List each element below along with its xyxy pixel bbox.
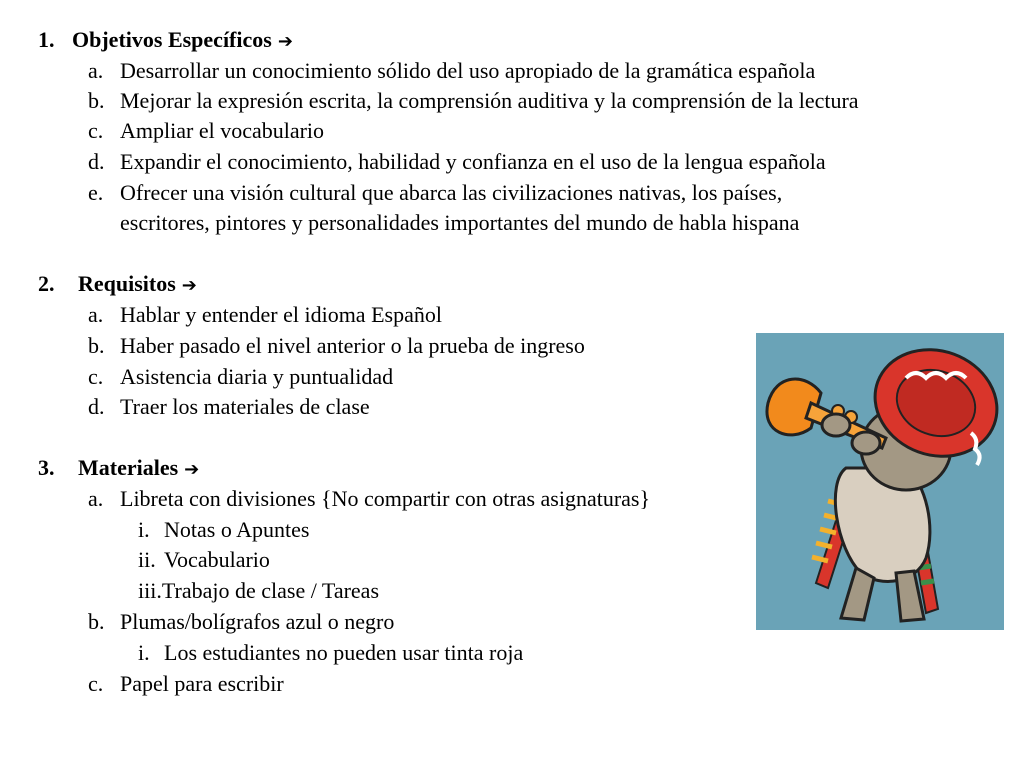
sub-list-item: [138, 547, 270, 573]
list-marker: c.: [88, 671, 104, 696]
list-item-text: Papel para escribir: [120, 671, 284, 696]
list-marker: i.: [138, 640, 150, 665]
list-item: [88, 58, 816, 84]
sub-list-item: [138, 517, 310, 543]
list-item: [88, 671, 284, 697]
list-marker: ii.: [138, 547, 156, 572]
list-item-text: Mejorar la expresión escrita, la comprensión auditiva y la comprensión de la lectura: [120, 88, 859, 113]
list-marker: c.: [88, 118, 104, 143]
section-3-heading: [38, 455, 199, 483]
mariachi-trumpet-character-icon: [756, 333, 1004, 630]
list-marker: iii.: [138, 578, 162, 603]
list-item-text: Hablar y entender el idioma Español: [120, 302, 442, 327]
list-item: [88, 149, 826, 175]
list-item: [88, 333, 585, 359]
list-item: [88, 394, 370, 420]
list-marker: b.: [88, 333, 105, 358]
list-item-text: Desarrollar un conocimiento sólido del uso apropiado de la gramática española: [120, 58, 816, 83]
mariachi-trumpet-picture: [756, 333, 1004, 630]
list-item-text: Haber pasado el nivel anterior o la prueba de ingreso: [120, 333, 585, 358]
right-arrow-icon: ➔: [277, 31, 293, 52]
list-item: [88, 364, 394, 390]
right-arrow-icon: ➔: [184, 459, 200, 480]
list-item-text: Los estudiantes no pueden usar tinta roja: [164, 640, 524, 665]
sub-list-item: [138, 640, 524, 666]
right-arrow-icon: ➔: [181, 275, 197, 296]
section-2-heading: [38, 271, 197, 299]
list-item-text: Vocabulario: [164, 547, 270, 572]
section-number: 2.: [38, 271, 55, 296]
section-1-heading: [38, 27, 293, 55]
list-item-text: Notas o Apuntes: [164, 517, 310, 542]
list-marker: a.: [88, 486, 104, 511]
list-item-text: Ampliar el vocabulario: [120, 118, 325, 143]
section-title: Objetivos Específicos: [72, 27, 272, 52]
list-item-text: Plumas/bolígrafos azul o negro: [120, 609, 395, 634]
sub-list-item: [138, 578, 379, 604]
list-item: [88, 302, 442, 328]
list-item-text: Libreta con divisiones {No compartir con otras asignaturas}: [120, 486, 651, 511]
section-title: Materiales: [78, 455, 179, 480]
list-marker: c.: [88, 364, 104, 389]
section-number: 1.: [38, 27, 55, 52]
list-item: [88, 609, 395, 635]
list-marker: a.: [88, 302, 104, 327]
list-item: [88, 486, 651, 512]
list-marker: d.: [88, 149, 105, 174]
list-marker: d.: [88, 394, 105, 419]
list-item-text: Trabajo de clase / Tareas: [161, 578, 380, 603]
section-number: 3.: [38, 455, 55, 480]
list-item-text: Ofrecer una visión cultural que abarca las civilizaciones nativas, los países,: [120, 180, 783, 205]
list-item-text: Expandir el conocimiento, habilidad y confianza en el uso de la lengua española: [120, 149, 826, 174]
list-marker: b.: [88, 88, 105, 113]
list-marker: b.: [88, 609, 105, 634]
list-item-continuation: [120, 210, 799, 236]
list-item: [88, 180, 783, 206]
list-marker: a.: [88, 58, 104, 83]
list-item: [88, 118, 325, 144]
list-item-text: Traer los materiales de clase: [120, 394, 370, 419]
list-item-text: escritores, pintores y personalidades importantes del mundo de habla hispana: [120, 210, 800, 235]
list-item-text: Asistencia diaria y puntualidad: [120, 364, 394, 389]
list-marker: i.: [138, 517, 150, 542]
list-marker: e.: [88, 180, 104, 205]
list-item: [88, 88, 859, 114]
section-title: Requisitos: [78, 271, 176, 296]
